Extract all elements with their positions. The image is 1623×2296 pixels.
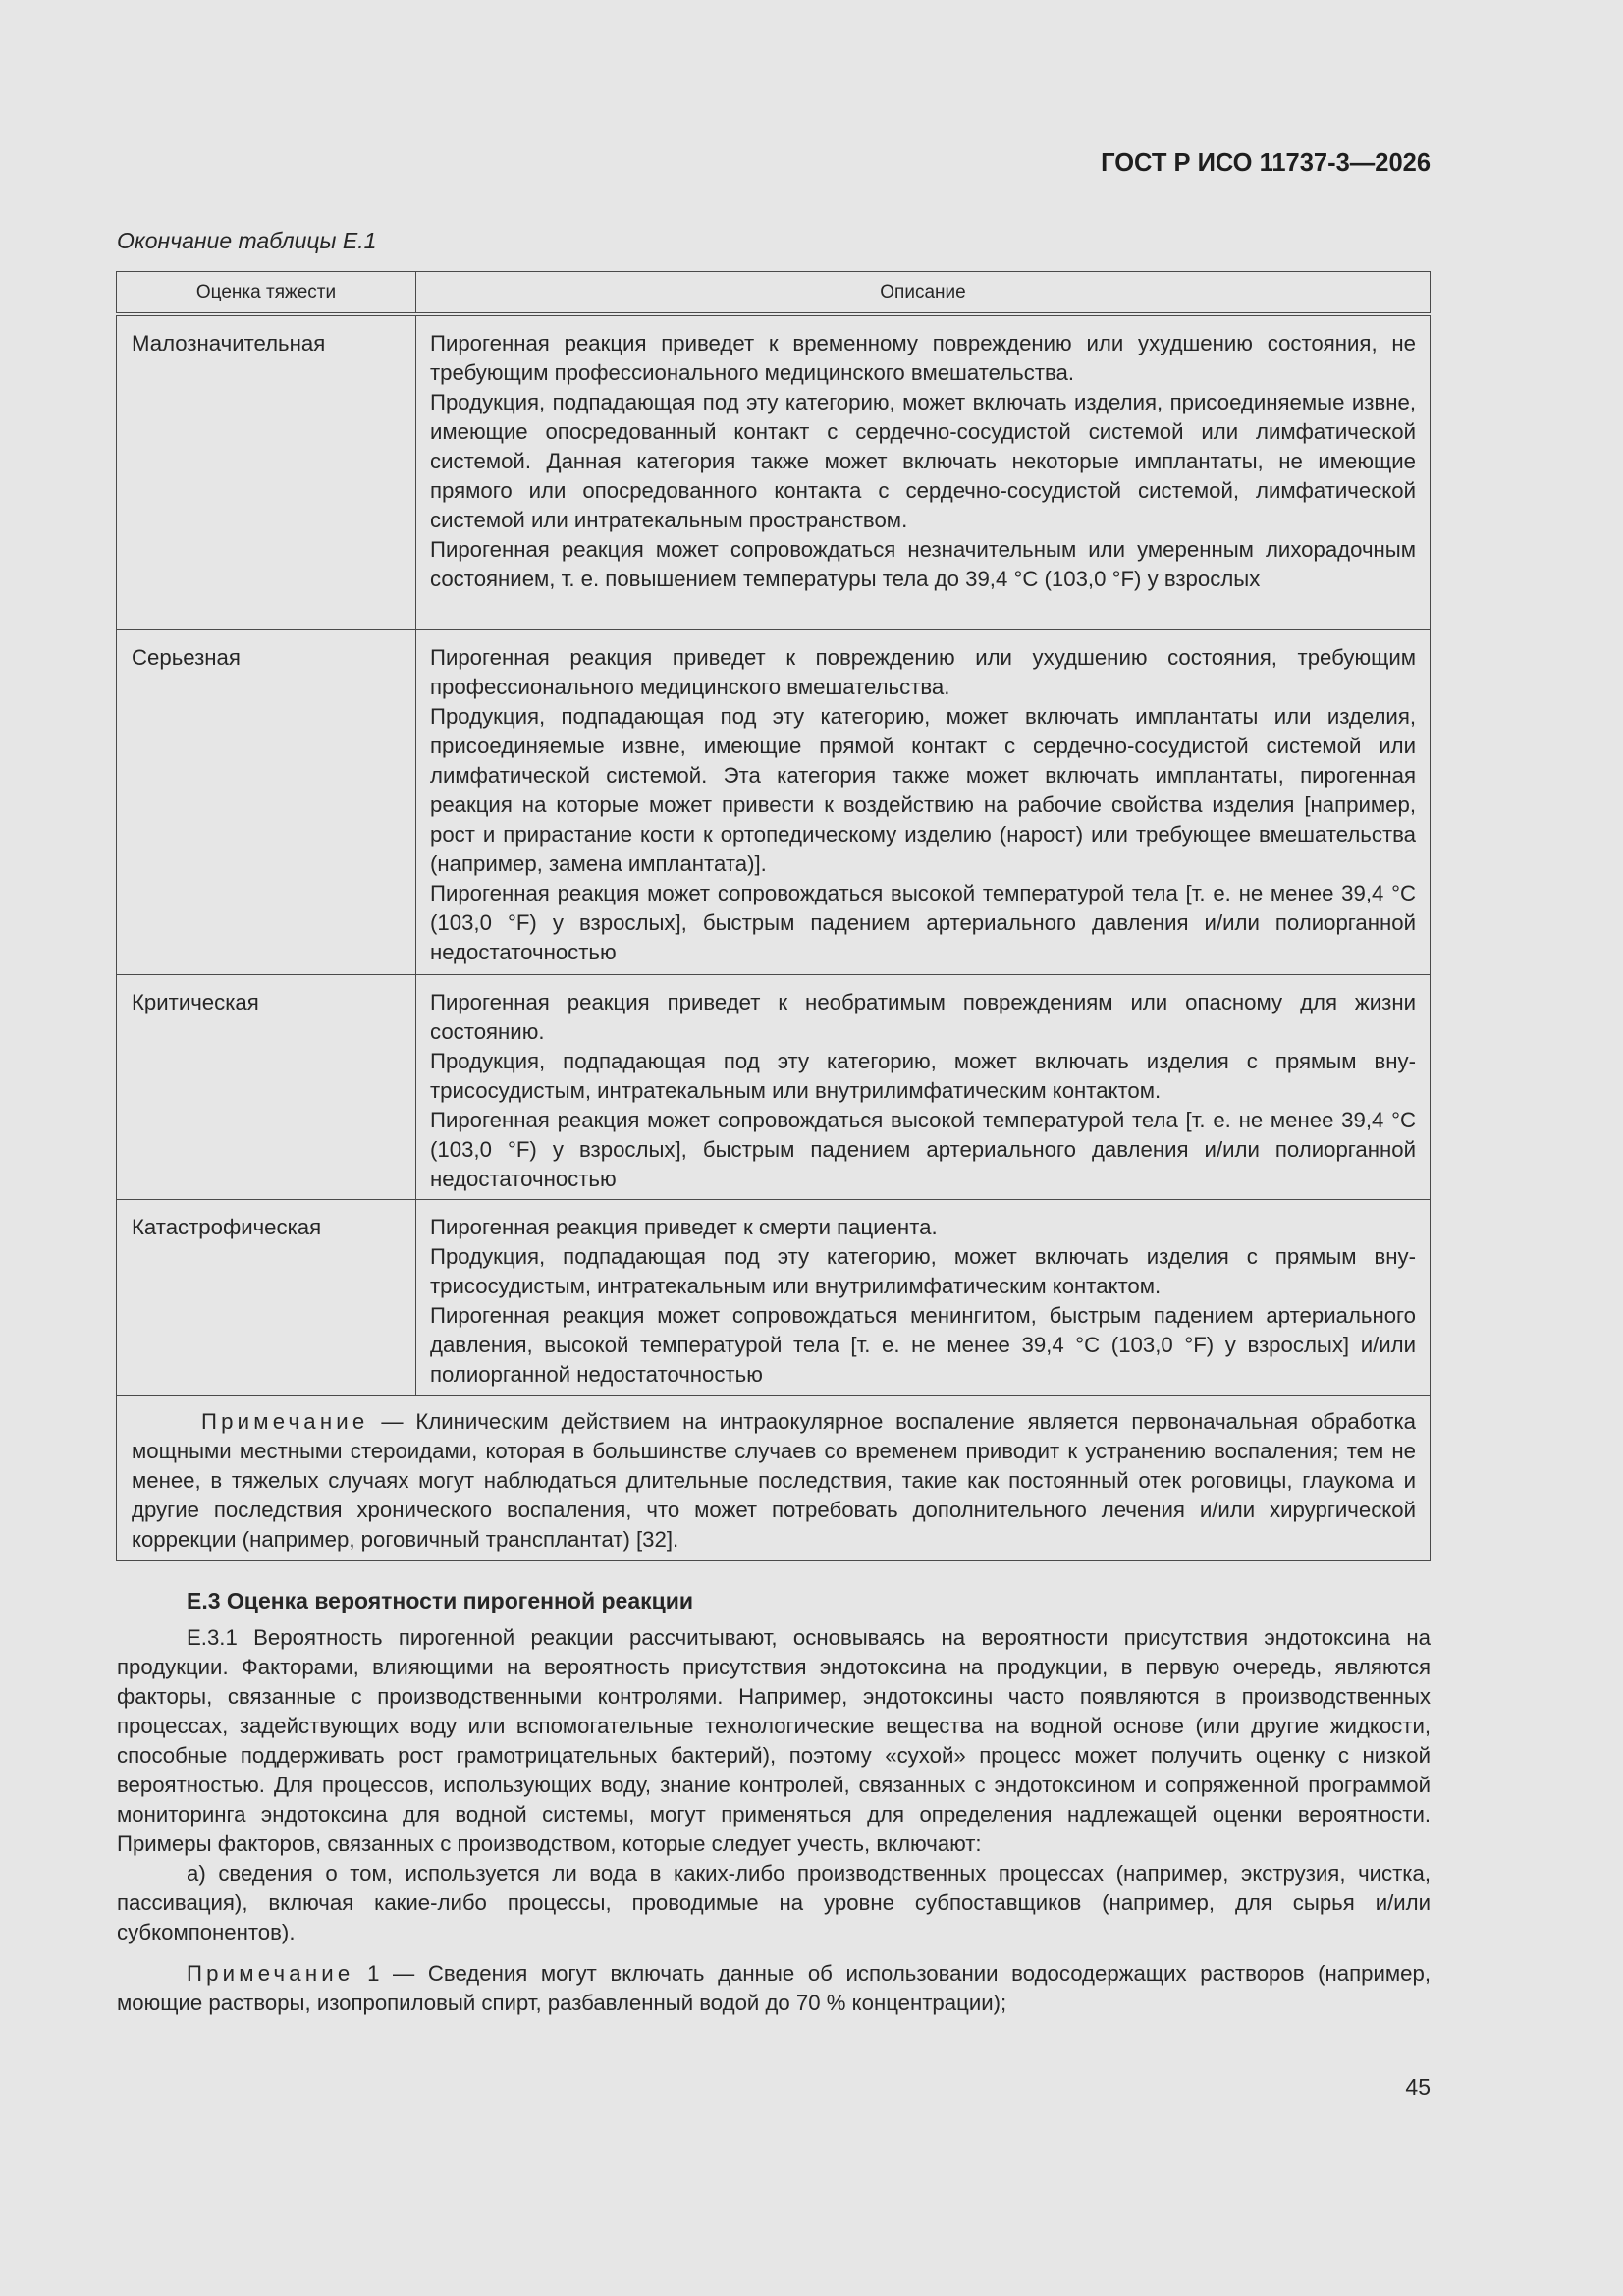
severity-cell: Критическая (117, 974, 416, 1199)
note-1 (117, 1959, 1431, 2018)
description-paragraph: Продукция, подпадающая под эту категорию, может включать имплантаты или изделия, присоединяемые извне, имеющие прямой контакт с сердечно-сосудистой системой или лимфатической системой. Эта категория также может включать имплантаты, пирогенная реакция на которые может привести к воздействию на рабочие свойства изделия [например, рост и прирастание кости к ортопедическому изделию (нарост) или требующее вмешательства (например, замена имплантата)]. (430, 703, 1416, 876)
table-row (117, 1199, 1431, 1395)
section-heading: Е.3 Оценка вероятности пирогенной реакции (187, 1588, 694, 1613)
severity-cell: Катастрофическая (117, 1199, 416, 1395)
note-text: — Клиническим действием на интраокулярное воспаление является первоначальная обработка мощными местными стероидами, которая в большинстве случаев со временем приводит к устранению воспаления; тем не менее, в тяжелых случаях могут наблюдаться длительные последствия, такие как постоянный отек роговицы, глаукома и другие последствия хронического воспаления, что может потребовать дополнительного лечения и/или хирургической коррекции (например, роговичный трансплантат) [32]. (132, 1408, 1416, 1552)
page-number: 45 (1405, 2074, 1431, 2100)
table-caption: Окончание таблицы Е.1 (117, 228, 377, 253)
note-label: Примечание (201, 1408, 369, 1434)
description-paragraph: Продукция, подпадающая под эту категорию, может включать изделия, присоединяемые извне, имеющие опосредованный контакт с сердечно-сосудистой системой или лимфатической системой. Данная категория также может включать некоторые имплантаты, не имеющие прямого или опосредованного контакта с сердечно-сосудистой системой, лимфатической системой или интратекальным пространством. (430, 390, 1416, 532)
severity-table (116, 271, 1431, 1561)
description-paragraph: Пирогенная реакция приведет к смерти пациента. (430, 1214, 938, 1239)
description-paragraph: Пирогенная реакция может сопровождаться высокой температурой тела [т. е. не менее 39,4 °C (103,0 °F) у взрослых], быстрым падением артериального давления и/или полиорганной недостаточностью (430, 1107, 1416, 1191)
table-note-row (117, 1395, 1431, 1560)
table-row (117, 974, 1431, 1199)
note-1-label: Примечание (187, 1961, 354, 1986)
standard-code-header: ГОСТ Р ИСО 11737-3—2026 (1101, 149, 1431, 177)
table-row (117, 629, 1431, 974)
description-cell (416, 629, 1431, 974)
description-paragraph: Пирогенная реакция может сопровождаться высокой температурой тела [т. е. не менее 39,4 °C (103,0 °F) у взрослых], быстрым падением артериального давления и/или полиорганной недостаточностью (430, 880, 1416, 964)
description-paragraph: Продукция, подпадающая под эту категорию, может включать изделия с прямым внутрисосудистым, интратекальным или внутрилимфатическим контактом. (430, 1243, 1416, 1298)
list-item-a: a) сведения о том, используется ли вода в каких-либо производственных процессах (например, экструзия, чистка, пассивация), включая какие-либо процессы, проводимые на уровне субпоставщиков (например, для сырья и/или субкомпонентов). (117, 1861, 1431, 1944)
table-header-row (117, 272, 1431, 315)
description-paragraph: Пирогенная реакция приведет к необратимым повреждениям или опасному для жизни состоянию. (430, 989, 1416, 1044)
description-paragraph: Пирогенная реакция приведет к повреждению или ухудшению состояния, требующим профессионального медицинского вмешательства. (430, 644, 1416, 699)
description-cell (416, 1199, 1431, 1395)
severity-cell: Малозначительная (117, 314, 416, 629)
column-header-description: Описание (416, 272, 1431, 315)
table-note-cell (117, 1395, 1431, 1560)
section-body (117, 1623, 1431, 2018)
description-cell (416, 314, 1431, 629)
table-row (117, 314, 1431, 629)
description-paragraph: Пирогенная реакция может сопровождаться менингитом, быстрым падением артериального давления, высокой температурой тела [т. е. не менее 39,4 °C (103,0 °F) у взрослых] и/или полиорганной недостаточностью (430, 1302, 1416, 1387)
severity-cell: Серьезная (117, 629, 416, 974)
description-paragraph: Продукция, подпадающая под эту категорию, может включать изделия с прямым внутрисосудистым, интратекальным или внутрилимфатическим контактом. (430, 1048, 1416, 1103)
description-cell (416, 974, 1431, 1199)
paragraph-e31: Е.3.1 Вероятность пирогенной реакции рассчитывают, основываясь на вероятности присутствия эндотоксина на продукции. Факторами, влияющими на вероятность присутствия эндотоксина на продукции, в первую очередь, являются факторы, связанные с производственными контролями. Например, эндотоксины часто появляются в производственных процессах, задействующих воду или вспомогательные технологические вещества на водной основе (или другие жидкости, способные поддерживать рост грамотрицательных бактерий), поэтому «сухой» процесс может получить оценку с низкой вероятностью. Для процессов, использующих воду, знание контролей, связанных с эндотоксином и сопряженной программой мониторинга эндотоксина для водной системы, могут применяться для определения надлежащей оценки вероятности. Примеры факторов, связанных с производством, которые следует учесть, включают: (117, 1625, 1431, 1856)
description-paragraph: Пирогенная реакция может сопровождаться незначительным или умеренным лихорадочным состоянием, т. е. повышением температуры тела до 39,4 °C (103,0 °F) у взрослых (430, 537, 1416, 591)
note-1-text: 1 — Сведения могут включать данные об использовании водосодержащих растворов (например, моющие растворы, изопропиловый спирт, разбавленный водой до 70 % концентрации); (117, 1961, 1431, 2015)
description-paragraph: Пирогенная реакция приведет к временному повреждению или ухудшению состояния, не требующим профессионального медицинского вмешательства. (430, 331, 1416, 385)
column-header-severity: Оценка тяжести (117, 272, 416, 315)
